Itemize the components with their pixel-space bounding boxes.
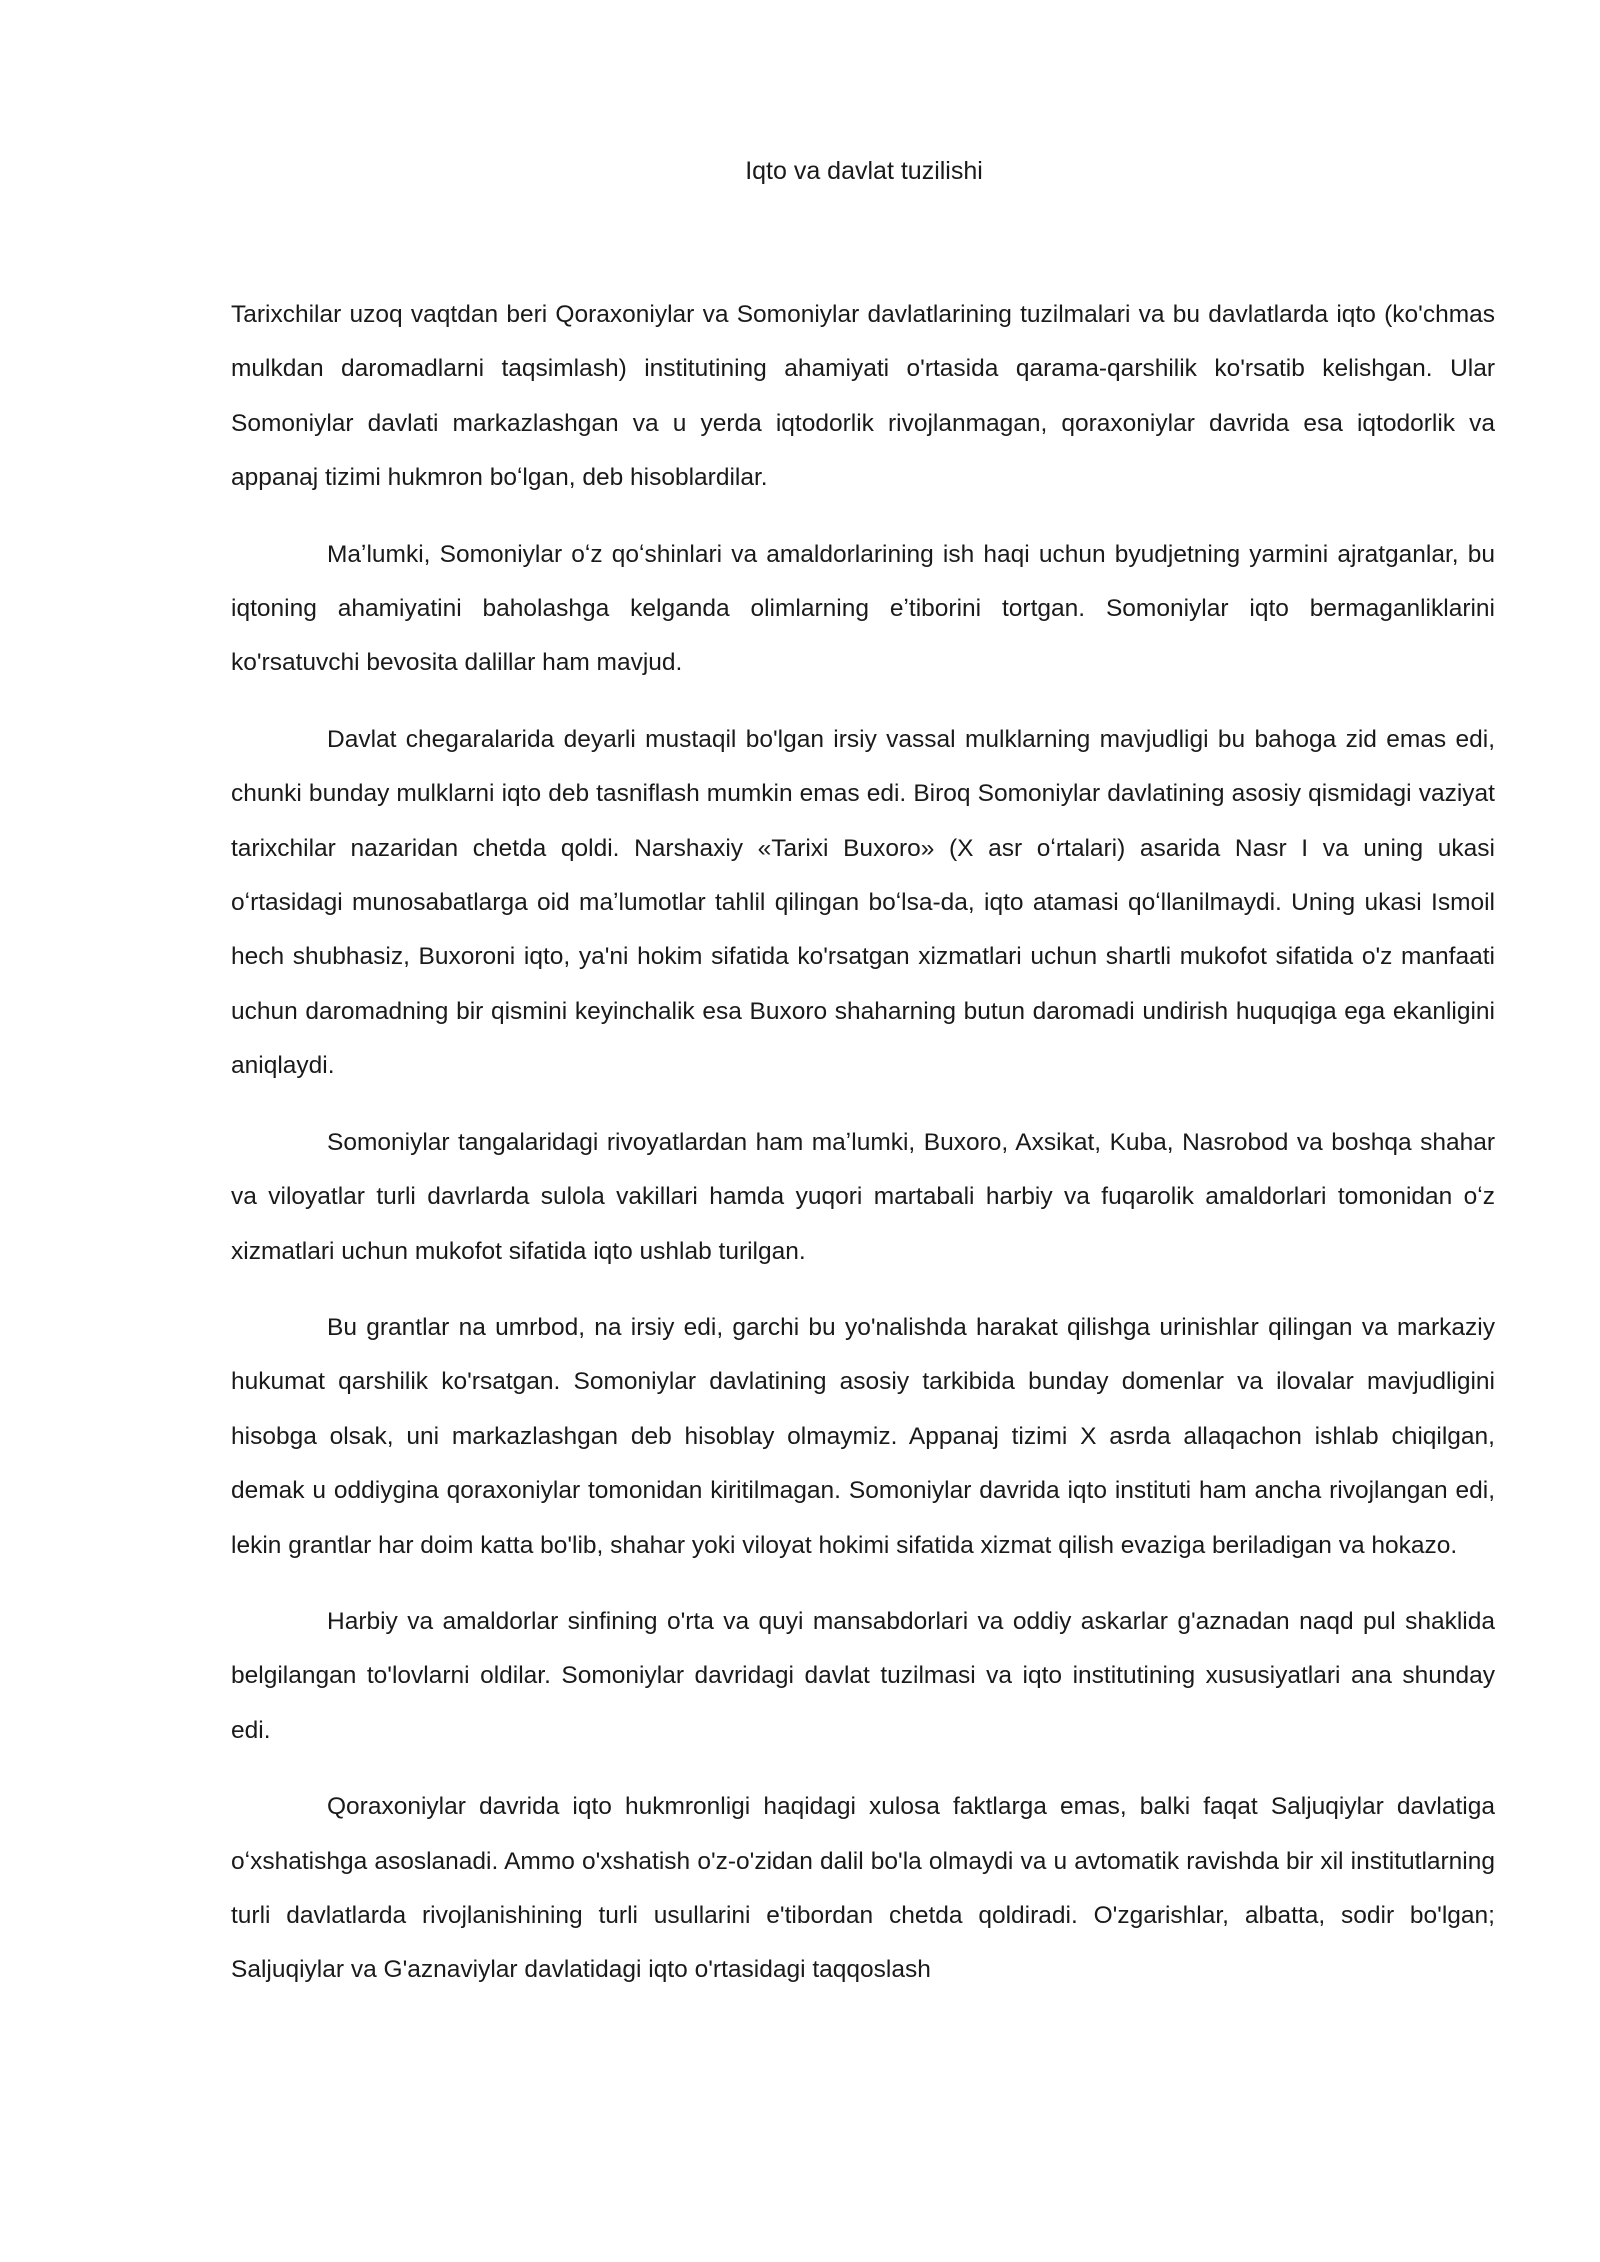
paragraph-7: Qoraxoniylar davrida iqto hukmronligi haqidagi xulosa faktlarga emas, balki faqat Saljuqiylar davlatiga oʻxshatishga asoslanadi. Ammo o'xshatish o'z-o'zidan dalil bo'la olmaydi va u avtomatik ravishda bir xil institutlarning turli davlatlarda rivojlanishining turli usullarini e'tibordan chetda qoldiradi. O'zgarishlar, albatta, sodir bo'lgan; Saljuqiylar va G'aznaviylar davlatidagi iqto o'rtasidagi taqqoslash — [231, 1793, 1495, 1984]
document-title: Iqto va davlat tuzilishi — [745, 157, 983, 185]
paragraph-4: Somoniylar tangalaridagi rivoyatlardan ham maʼlumki, Buxoro, Axsikat, Kuba, Nasrobod va boshqa shahar va viloyatlar turli davrlarda sulola vakillari hamda yuqori martabali harbiy va fuqarolik amaldorlari tomonidan oʻz xizmatlari uchun mukofot sifatida iqto ushlab turilgan. — [231, 1128, 1495, 1265]
paragraph-3: Davlat chegaralarida deyarli mustaqil bo'lgan irsiy vassal mulklarning mavjudligi bu bahoga zid emas edi, chunki bunday mulklarni iqto deb tasniflash mumkin emas edi. Biroq Somoniylar davlatining asosiy qismidagi vaziyat tarixchilar nazaridan chetda qoldi. Narshaxiy «Tarixi Buxoro» (X asr oʻrtalari) asarida Nasr I va uning ukasi oʻrtasidagi munosabatlarga oid maʼlumotlar tahlil qilingan boʻlsa-da, iqto atamasi qoʻllanilmaydi. Uning ukasi Ismoil hech shubhasiz, Buxoroni iqto, ya'ni hokim sifatida ko'rsatgan xizmatlari uchun shartli mukofot sifatida o'z manfaati uchun daromadning bir qismini keyinchalik esa Buxoro shaharning butun daromadi undirish huquqiga ega ekanligini aniqlaydi. — [231, 725, 1495, 1080]
paragraph-2: Maʼlumki, Somoniylar oʻz qoʻshinlari va amaldorlarining ish haqi uchun byudjetning yarmini ajratganlar, bu iqtoning ahamiyatini baholashga kelganda olimlarning eʼtiborini tortgan. Somoniylar iqto bermaganliklarini ko'rsatuvchi bevosita dalillar ham mavjud. — [231, 540, 1495, 677]
paragraph-6: Harbiy va amaldorlar sinfining o'rta va quyi mansabdorlari va oddiy askarlar g'aznadan naqd pul shaklida belgilangan to'lovlarni oldilar. Somoniylar davridagi davlat tuzilmasi va iqto institutining xususiyatlari ana shunday edi. — [231, 1607, 1495, 1744]
document-body — [231, 288, 1495, 2020]
paragraph-5: Bu grantlar na umrbod, na irsiy edi, garchi bu yo'nalishda harakat qilishga urinishlar qilingan va markaziy hukumat qarshilik ko'rsatgan. Somoniylar davlatining asosiy tarkibida bunday domenlar va ilovalar mavjudligini hisobga olsak, uni markazlashgan deb hisoblay olmaymiz. Appanaj tizimi X asrda allaqachon ishlab chiqilgan, demak u oddiygina qoraxoniylar tomonidan kiritilmagan. Somoniylar davrida iqto instituti ham ancha rivojlangan edi, lekin grantlar har doim katta bo'lib, shahar yoki viloyat hokimi sifatida xizmat qilish evaziga beriladigan va hokazo. — [231, 1313, 1495, 1559]
paragraph-1: Tarixchilar uzoq vaqtdan beri Qoraxoniylar va Somoniylar davlatlarining tuzilmalari va bu davlatlarda iqto (ko'chmas mulkdan daromadlarni taqsimlash) institutining ahamiyati o'rtasida qarama-qarshilik ko'rsatib kelishgan. Ular Somoniylar davlati markazlashgan va u yerda iqtodorlik rivojlanmagan, qoraxoniylar davrida esa iqtodorlik va appanaj tizimi hukmron boʻlgan, deb hisoblardilar. — [231, 301, 1495, 492]
